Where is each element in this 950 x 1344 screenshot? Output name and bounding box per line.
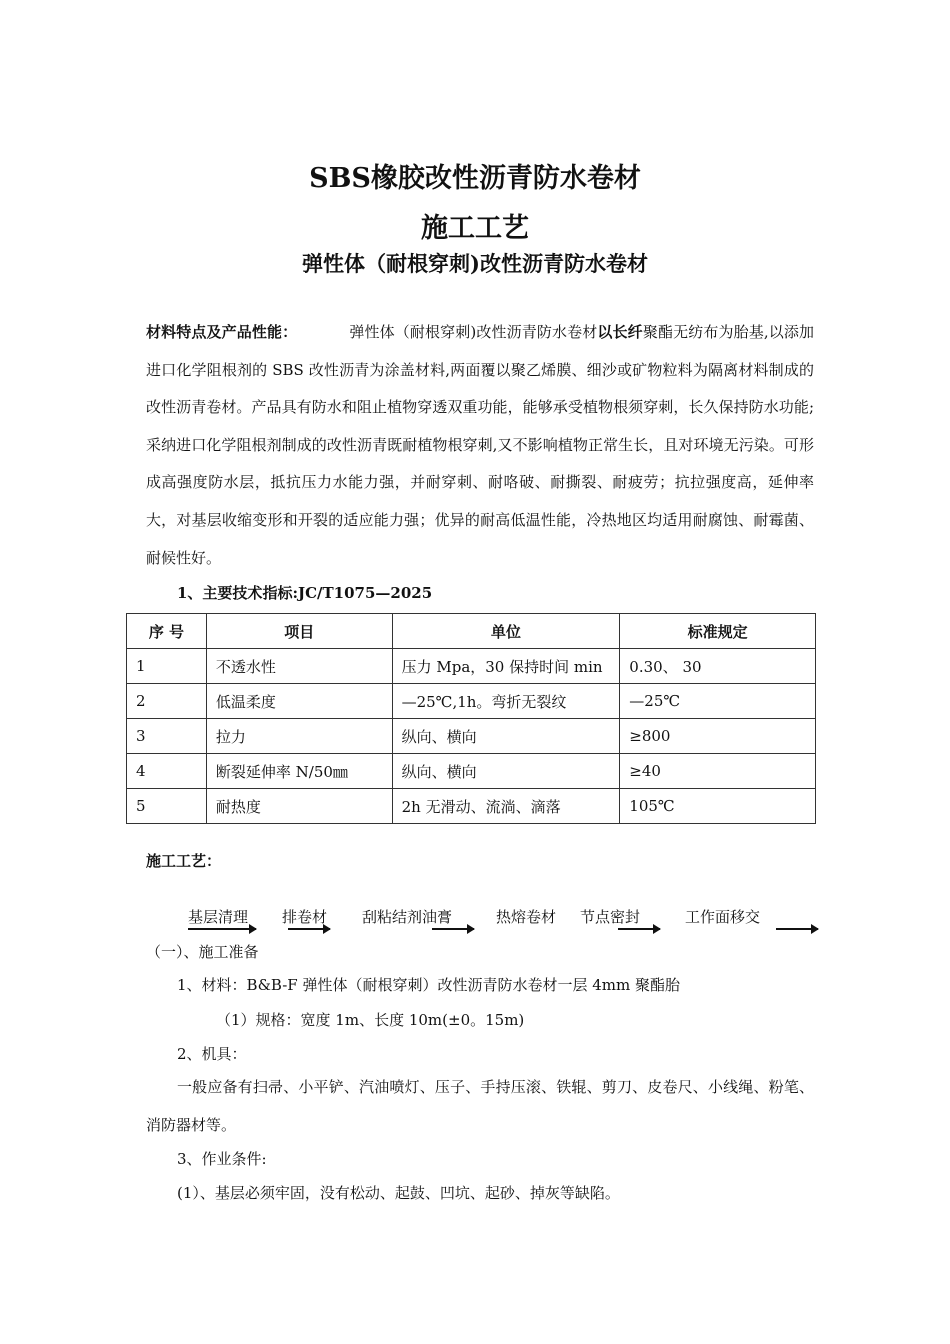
flow-step: 热熔卷材 xyxy=(496,908,557,926)
cell-index: 2 xyxy=(127,684,207,719)
document-title-line2: 施工工艺 xyxy=(421,213,529,244)
tools-heading: 2、机具： xyxy=(177,1045,247,1063)
conditions-heading: 3、作业条件: xyxy=(177,1150,267,1168)
header-standard: 标准规定 xyxy=(620,614,816,649)
condition-1: (1）、基层必须牢固，没有松动、起鼓、凹坑、起砂、掉灰等缺陷。 xyxy=(177,1184,620,1202)
table-row xyxy=(127,719,816,754)
cell-standard: ≥800 xyxy=(620,719,816,754)
cell-item: 断裂延伸率 N/50㎜ xyxy=(206,754,392,789)
document-title: SBS橡胶改性沥青防水卷材 xyxy=(309,163,641,194)
cell-index: 3 xyxy=(127,719,207,754)
flow-step: 刮粘结剂油膏 xyxy=(362,908,453,926)
cell-standard: 105℃ xyxy=(620,789,816,824)
cell-item: 耐热度 xyxy=(206,789,392,824)
header-unit: 单位 xyxy=(392,614,620,649)
cell-unit: 压力 Mpa，30 保持时间 min xyxy=(392,649,620,684)
cell-standard: —25℃ xyxy=(620,684,816,719)
cell-item: 拉力 xyxy=(206,719,392,754)
cell-standard: ≥40 xyxy=(620,754,816,789)
table-row xyxy=(127,684,816,719)
flow-arrow-icon xyxy=(288,928,330,930)
flow-step: 节点密封 xyxy=(580,908,641,926)
flow-arrow-icon xyxy=(618,928,660,930)
tools-paragraph: 一般应备有扫帚、小平铲、汽油喷灯、压子、手持压滚、铁辊、剪刀、皮卷尺、小线绳、粉笔、消防器材等。 xyxy=(146,1078,814,1134)
intro-lead-label: 材料特点及产品性能： xyxy=(146,323,298,341)
cell-unit: 纵向、横向 xyxy=(392,719,620,754)
cell-item: 低温柔度 xyxy=(206,684,392,719)
spec-line: （1）规格：宽度 1m、长度 10m(±0。15m) xyxy=(216,1011,525,1029)
cell-unit: 纵向、横向 xyxy=(392,754,620,789)
flow-arrow-icon xyxy=(432,928,474,930)
cell-index: 4 xyxy=(127,754,207,789)
cell-item: 不透水性 xyxy=(206,649,392,684)
cell-unit: 2h 无滑动、流淌、滴落 xyxy=(392,789,620,824)
flow-arrow-icon xyxy=(776,928,818,930)
intro-paragraph xyxy=(146,314,814,577)
cell-index: 1 xyxy=(127,649,207,684)
spec-section-title: 1、主要技术指标:JC/T1075—2025 xyxy=(177,584,433,602)
cell-unit: —25℃,1h。弯折无裂纹 xyxy=(392,684,620,719)
flow-step: 工作面移交 xyxy=(685,908,761,926)
table-row xyxy=(127,649,816,684)
cell-index: 5 xyxy=(127,789,207,824)
process-title: 施工工艺： xyxy=(146,852,222,870)
intro-text-bold: 以长纤 xyxy=(597,323,643,341)
flow-arrow-icon xyxy=(188,928,256,930)
header-item: 项目 xyxy=(206,614,392,649)
spec-table-header-row xyxy=(127,614,816,649)
materials-line: 1、材料：B&B-F 弹性体（耐根穿刺）改性沥青防水卷材一层 4mm 聚酯胎 xyxy=(177,976,680,994)
table-row xyxy=(127,754,816,789)
prep-heading: （一）、施工准备 xyxy=(146,943,259,961)
document-subtitle: 弹性体（耐根穿刺)改性沥青防水卷材 xyxy=(302,251,648,276)
table-row xyxy=(127,789,816,824)
intro-text-part1: 弹性体（耐根穿刺)改性沥青防水卷材 xyxy=(349,323,598,341)
header-index: 序 号 xyxy=(127,614,207,649)
intro-text-part2: 聚酯无纺布为胎基,以添加进口化学阻根剂的 SBS 改性沥青为涂盖材料,两面覆以聚乙烯膜、细沙或矿物粒料为隔离材料制成的改性沥青卷材。产品具有防水和阻止植物穿透双重功能，能够承受植物根须穿刺，长久保持防水功能;采纳进口化学阻根剂制成的改性沥青既耐植物根穿刺,又不影响植物正常生长，且对环境无污染。可形成高强度防水层，抵抗压力水能力强，并耐穿刺、耐咯破、耐撕裂、耐疲劳；抗拉强度高，延伸率大，对基层收缩变形和开裂的适应能力强；优异的耐高低温性能，冷热地区均适用耐腐蚀、耐霉菌、耐候性好。 xyxy=(146,323,814,567)
cell-standard: 0.30、 30 xyxy=(620,649,816,684)
flow-step: 排卷材 xyxy=(282,908,328,926)
spec-table xyxy=(126,613,816,824)
flow-step: 基层清理 xyxy=(188,908,249,926)
